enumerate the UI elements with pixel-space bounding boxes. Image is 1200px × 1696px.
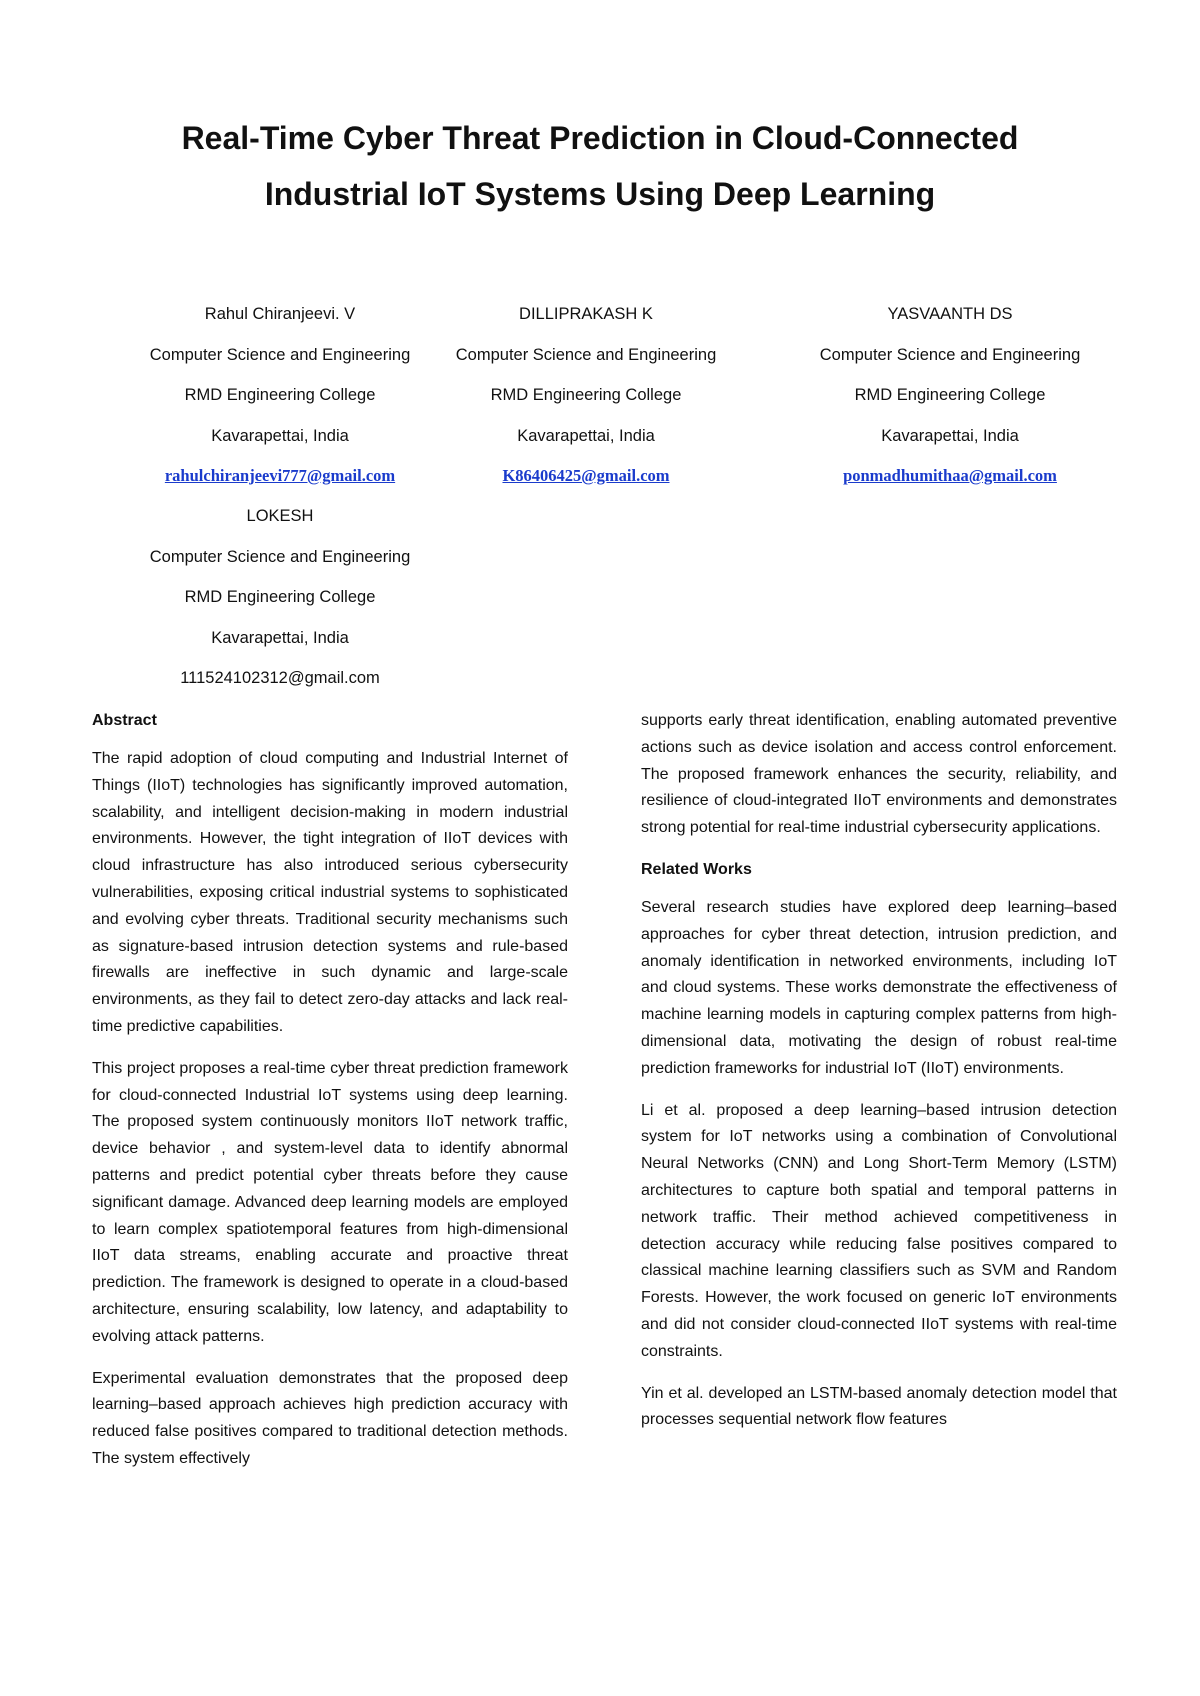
author-department: Computer Science and Engineering — [149, 345, 411, 364]
author-location: Kavarapettai, India — [881, 426, 1019, 445]
right-column — [641, 708, 1117, 1449]
related-works-paragraph-3: Yin et al. developed an LSTM-based anomaly detection model that processes sequential network flow features — [641, 1384, 1117, 1429]
author-email-link[interactable]: K86406425@gmail.com — [502, 466, 670, 485]
author-department: Computer Science and Engineering — [455, 345, 717, 364]
paper-title — [90, 110, 1110, 222]
author-name: LOKESH — [246, 507, 314, 525]
author-email: 111524102312@gmail.com — [180, 669, 380, 687]
author-department: Computer Science and Engineering — [819, 345, 1081, 364]
author-college: RMD Engineering College — [184, 386, 376, 404]
author-block-2 — [406, 294, 766, 497]
author-college: RMD Engineering College — [184, 588, 376, 606]
abstract-heading: Abstract — [92, 712, 157, 729]
author-email-link[interactable]: rahulchiranjeevi777@gmail.com — [164, 466, 396, 485]
author-block-3 — [770, 294, 1130, 497]
abstract-paragraph-2: This project proposes a real-time cyber threat prediction framework for cloud-connected Industrial IoT systems using deep learning. The proposed system continuously monitors IIoT network traffic, device behavior , and system-level data to identify abnormal patterns and predict potential cyber threats before they cause significant damage. Advanced deep learning models are employed to learn complex spatiotemporal features from high-dimensional IIoT data streams, enabling accurate and proactive threat prediction. The framework is designed to operate in a cloud-based architecture, ensuring scalability, low latency, and adaptability to evolving attack patterns. — [92, 1059, 568, 1345]
author-department: Computer Science and Engineering — [149, 547, 411, 566]
left-column — [92, 708, 568, 1488]
author-college: RMD Engineering College — [490, 386, 682, 404]
related-works-paragraph-1: Several research studies have explored deep learning–based approaches for cyber threat detection, intrusion prediction, and anomaly identification in networked environments, including IoT and cloud systems. These works demonstrate the effectiveness of machine learning models in capturing complex patterns from high-dimensional data, motivating the design of robust real-time prediction frameworks for industrial IoT (IIoT) environments. — [641, 898, 1117, 1077]
author-email-link[interactable]: ponmadhumithaa@gmail.com — [843, 466, 1057, 485]
related-works-heading: Related Works — [641, 860, 752, 878]
author-location: Kavarapettai, India — [517, 426, 655, 445]
author-name: YASVAANTH DS — [887, 305, 1013, 323]
related-works-paragraph-2: Li et al. proposed a deep learning–based intrusion detection system for IoT networks using a combination of Convolutional Neural Networks (CNN) and Long Short-Term Memory (LSTM) architectures to capture both spatial and temporal patterns in network traffic. Their method achieved competitiveness in detection accuracy while reducing false positives compared to classical machine learning classifiers such as SVM and Random Forests. However, the work focused on generic IoT environments and did not consider cloud-connected IIoT systems with real-time constraints. — [641, 1101, 1117, 1360]
title-line-1: Real-Time Cyber Threat Prediction in Cloud-Connected — [181, 120, 1019, 156]
author-block-4 — [100, 496, 460, 699]
author-name: Rahul Chiranjeevi. V — [204, 305, 356, 323]
author-name: DILLIPRAKASH K — [519, 305, 653, 323]
abstract-paragraph-3-continued: supports early threat identification, enabling automated preventive actions such as device isolation and access control enforcement. The proposed framework enhances the security, reliability, and resilience of cloud-integrated IIoT environments and demonstrates strong potential for real-time industrial cybersecurity applications. — [641, 712, 1117, 837]
title-line-2: Industrial IoT Systems Using Deep Learning — [264, 176, 936, 212]
author-location: Kavarapettai, India — [211, 426, 349, 445]
abstract-paragraph-1: The rapid adoption of cloud computing and Industrial Internet of Things (IIoT) technologies has significantly improved automation, scalability, and intelligent decision-making in modern industrial environments. However, the tight integration of IIoT devices with cloud infrastructure has also introduced serious cybersecurity vulnerabilities, exposing critical industrial systems to sophisticated and evolving cyber threats. Traditional security mechanisms such as signature-based intrusion detection systems and rule-based firewalls are ineffective in such dynamic and large-scale environments, as they fail to detect zero-day attacks and lack real-time predictive capabilities. — [92, 750, 568, 1035]
abstract-paragraph-3: Experimental evaluation demonstrates that the proposed deep learning–based approach achieves high prediction accuracy with reduced false positives compared to traditional detection methods. The system effectively — [92, 1369, 568, 1467]
author-location: Kavarapettai, India — [211, 628, 349, 647]
author-college: RMD Engineering College — [854, 386, 1046, 404]
